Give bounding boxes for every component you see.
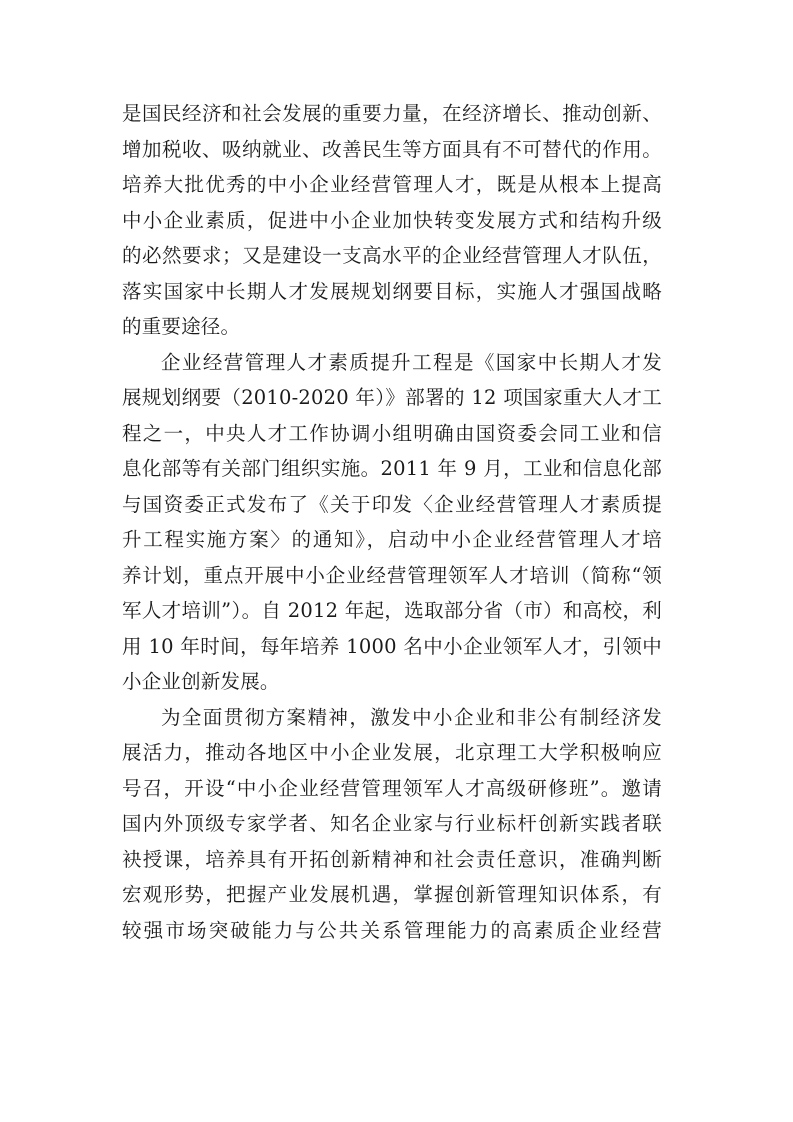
- text-line: 较强市场突破能力与公共关系管理能力的高素质企业经营: [122, 918, 662, 942]
- text-line: 与国资委正式发布了《关于印发〈企业经营管理人才素质提: [122, 492, 662, 516]
- text-line: 培养大批优秀的中小企业经营管理人才，既是从根本上提高: [122, 173, 662, 196]
- text-line: 展规划纲要（2010-2020 年）》部署的 12 项国家重大人才工: [122, 386, 662, 409]
- text-line: 军人才培训”）。自 2012 年起，选取部分省（市）和高校，利: [122, 599, 662, 622]
- paragraph-3: [122, 700, 662, 949]
- text-line: 宏观形势，把握产业发展机遇，掌握创新管理知识体系，有: [122, 883, 662, 906]
- text-line: 的必然要求；又是建设一支高水平的企业经营管理人才队伍，: [122, 244, 662, 267]
- text-line: 袂授课，培养具有开拓创新精神和社会责任意识，准确判断: [122, 847, 662, 871]
- text-line: 小企业创新发展。: [122, 670, 280, 693]
- text-line: 为全面贯彻方案精神，激发中小企业和非公有制经济发: [161, 705, 662, 729]
- document-body: [122, 96, 662, 948]
- text-line: 升工程实施方案〉的通知》，启动中小企业经营管理人才培: [122, 528, 662, 551]
- text-line: 落实国家中长期人才发展规划纲要目标，实施人才强国战略: [122, 279, 662, 303]
- text-line: 企业经营管理人才素质提升工程是《国家中长期人才发: [161, 350, 662, 374]
- text-line: 中小企业素质，促进中小企业加快转变发展方式和结构升级: [122, 208, 662, 232]
- text-line: 息化部等有关部门组织实施。2011 年 9 月，工业和信息化部: [122, 457, 662, 480]
- text-line: 用 10 年时间，每年培养 1000 名中小企业领军人才，引领中: [122, 634, 662, 658]
- paragraph-2: [122, 345, 662, 700]
- text-line: 是国民经济和社会发展的重要力量，在经济增长、推动创新、: [122, 102, 662, 125]
- text-line: 的重要途径。: [122, 315, 241, 338]
- text-line: 国内外顶级专家学者、知名企业家与行业标杆创新实践者联: [122, 812, 662, 835]
- text-line: 号召，开设“中小企业经营管理领军人才高级研修班”。邀请: [122, 776, 662, 800]
- text-line: 程之一，中央人才工作协调小组明确由国资委会同工业和信: [122, 421, 662, 445]
- paragraph-1: [122, 96, 662, 345]
- text-line: 养计划，重点开展中小企业经营管理领军人才培训（简称“领: [122, 563, 662, 587]
- text-line: 增加税收、吸纳就业、改善民生等方面具有不可替代的作用。: [122, 137, 662, 161]
- text-line: 展活力，推动各地区中小企业发展，北京理工大学积极响应: [122, 741, 662, 764]
